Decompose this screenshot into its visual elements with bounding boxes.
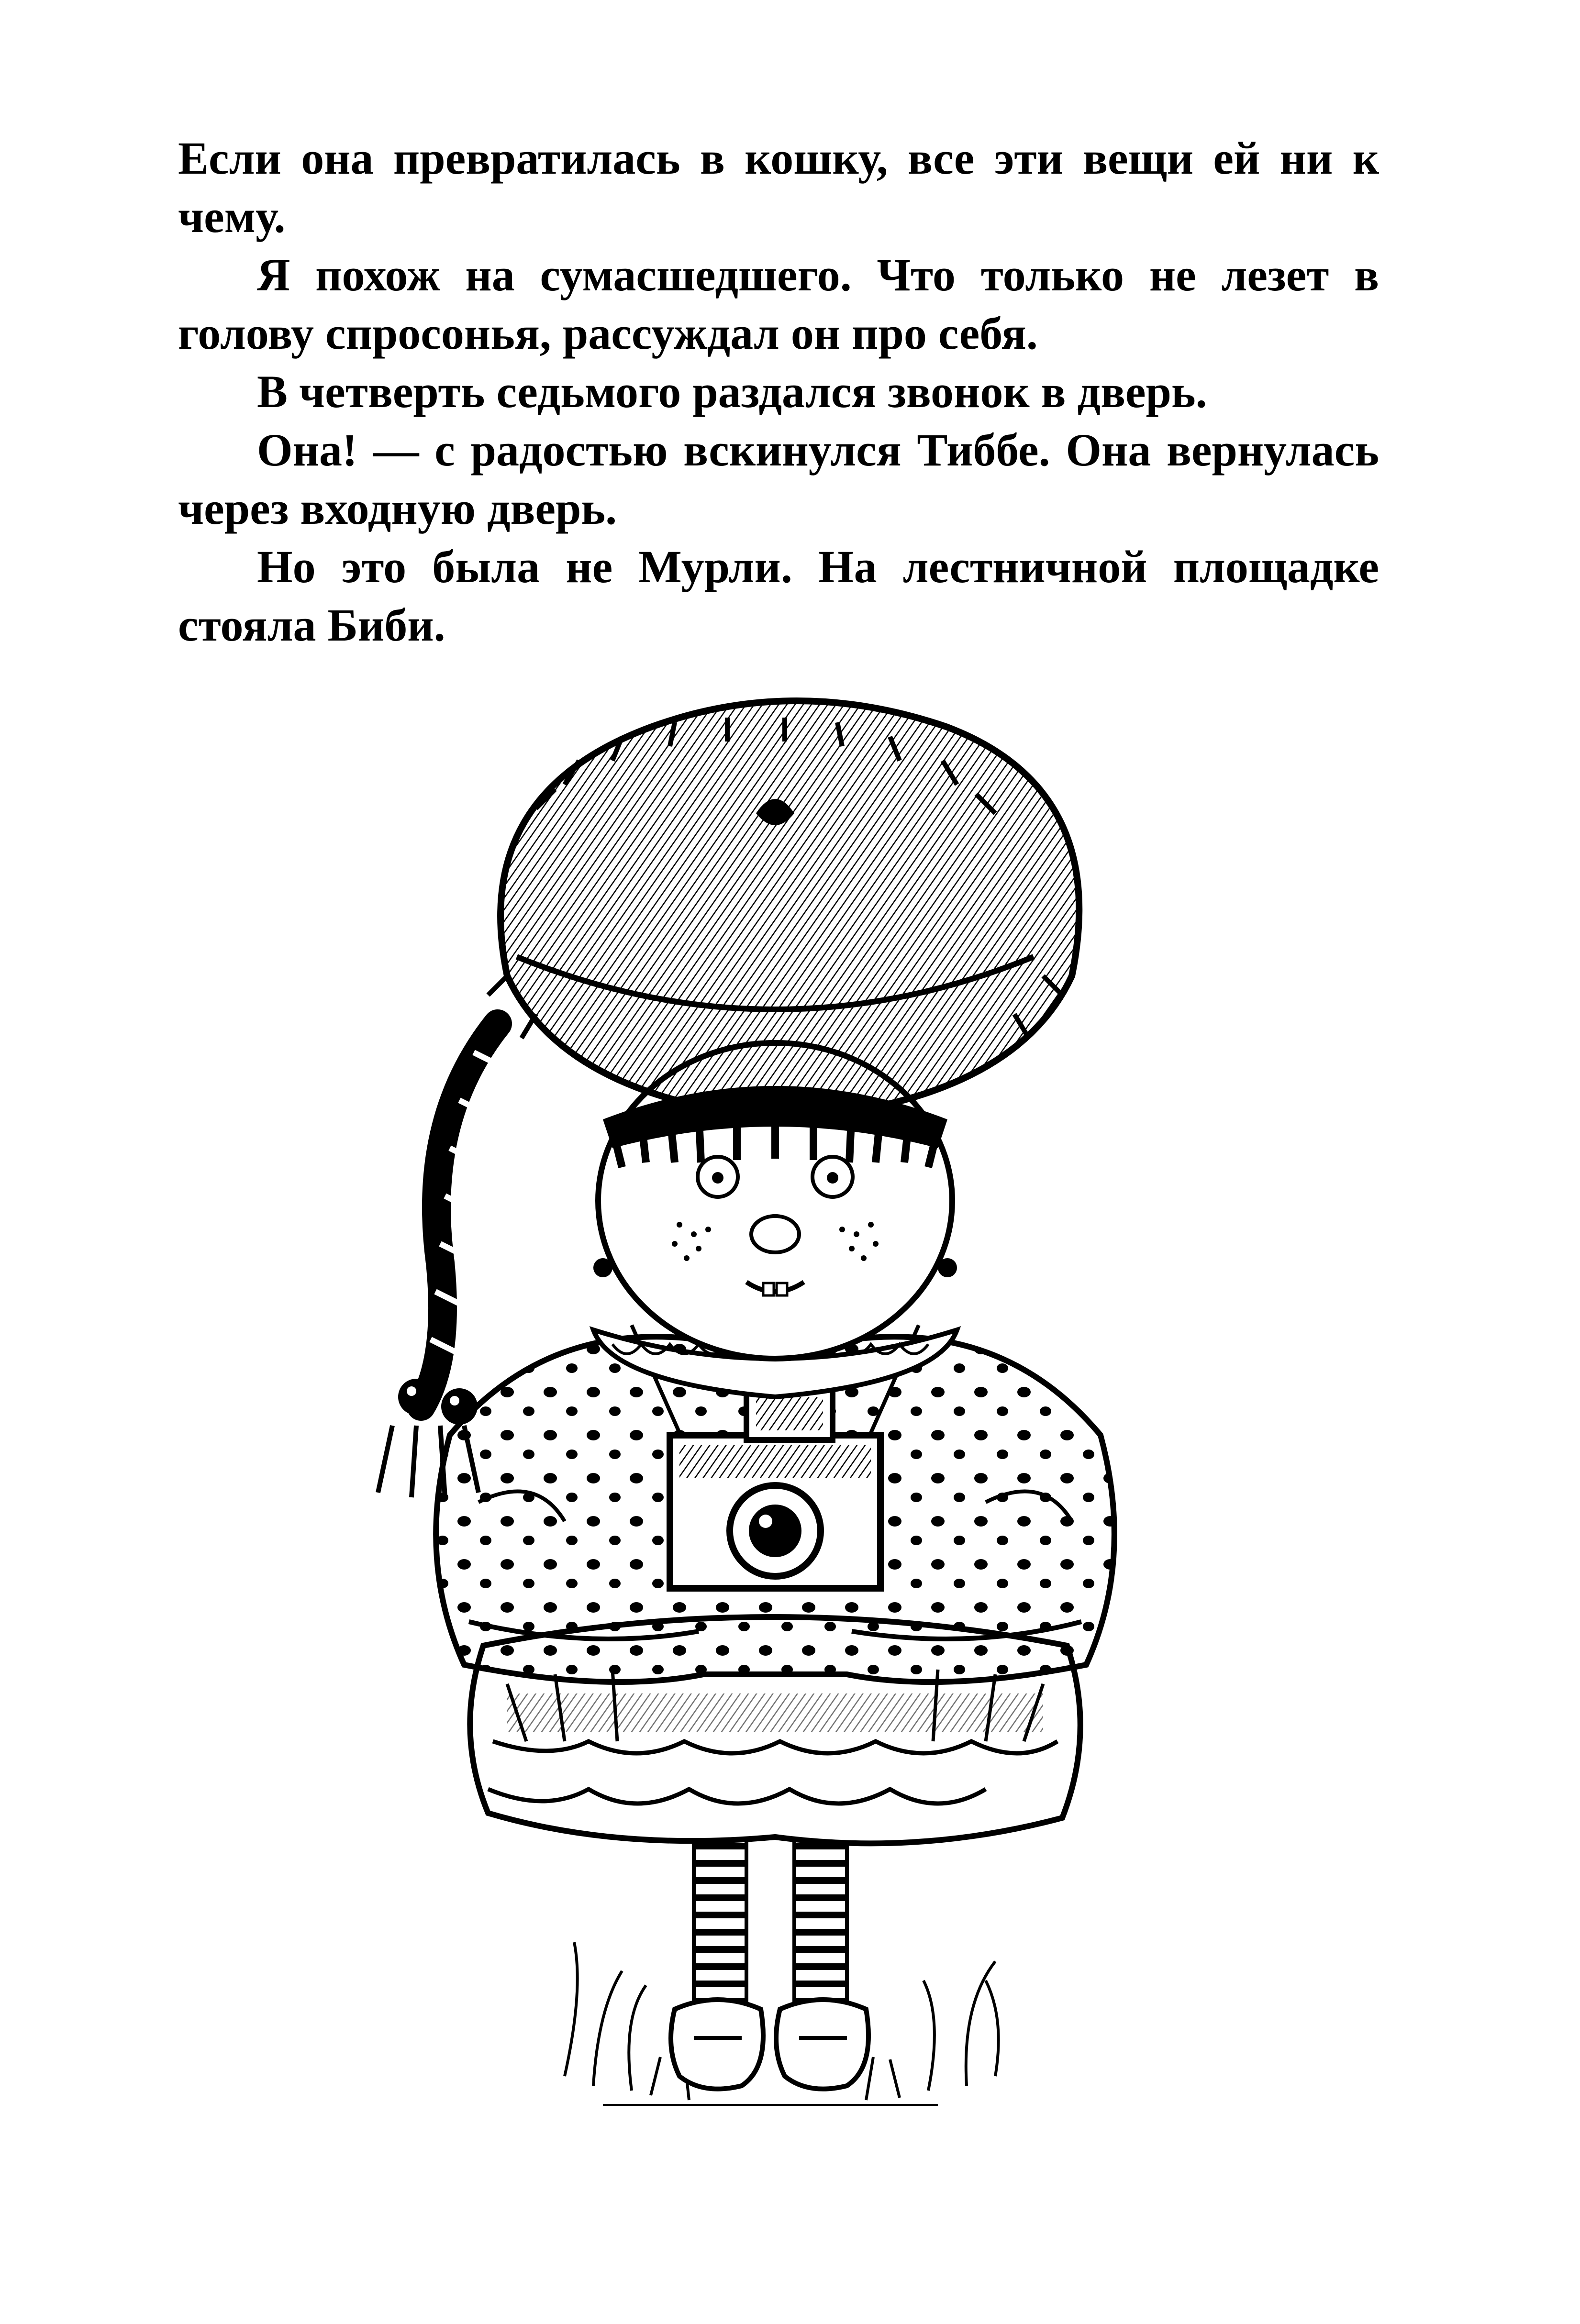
girl-illustration <box>364 689 1187 2162</box>
paragraph-5: Но это была не Мурли. На лестничной площадке стояла Биби. <box>178 541 1379 651</box>
paragraph-4: Она! — с радостью вскинулся Тиббе. Она вернулась через входную дверь. <box>178 424 1379 534</box>
paragraph-2: Я похож на сумасшедшего. Что только не лезет в голову спросонья, рассуждал он про себя. <box>178 249 1379 359</box>
fur-hat <box>488 701 1079 1119</box>
paragraph-3: В четверть седьмого раздался звонок в дверь. <box>257 366 1207 417</box>
body-text <box>178 129 1379 654</box>
paragraph-1: Если она превратилась в кошку, все эти вещи ей ни к чему. <box>178 133 1379 242</box>
girl-drawing <box>364 689 1187 2162</box>
legs <box>671 1813 868 2089</box>
